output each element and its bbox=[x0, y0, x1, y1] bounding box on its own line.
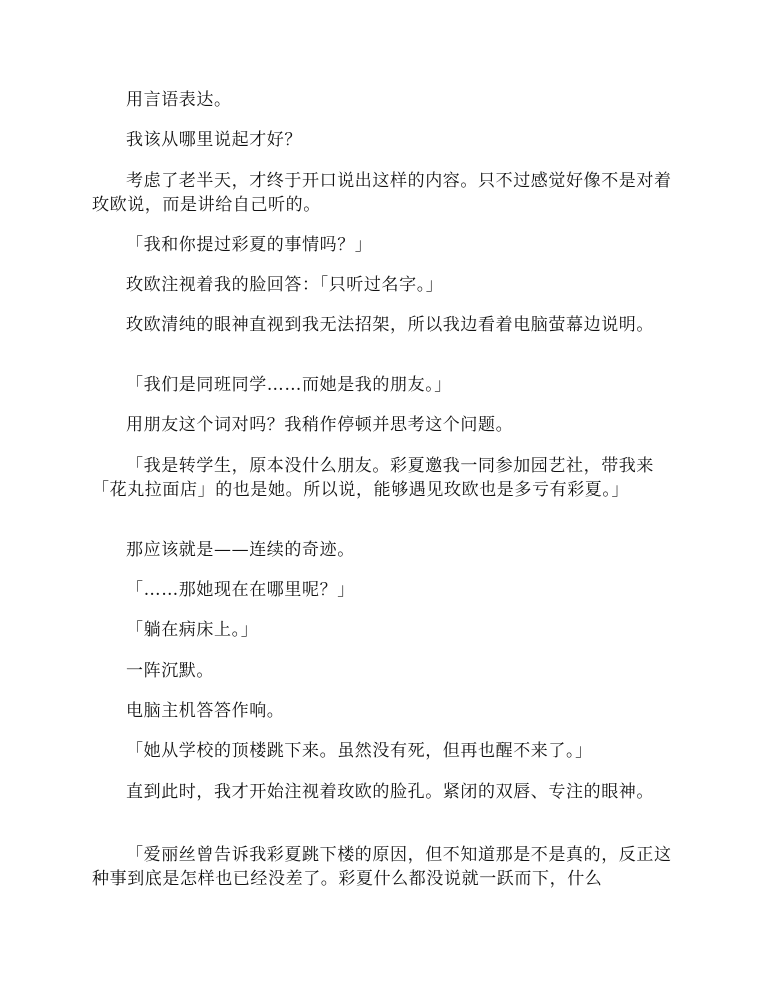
paragraph: 那应该就是——连续的奇迹。 bbox=[126, 540, 355, 560]
paragraph: 用朋友这个词对吗？我稍作停顿并思考这个问题。 bbox=[126, 415, 514, 435]
paragraph: 一阵沉默。 bbox=[126, 661, 214, 681]
paragraph: 「她从学校的顶楼跳下来。虽然没有死，但再也醒不来了。」 bbox=[126, 741, 593, 761]
paragraph: 电脑主机答答作响。 bbox=[126, 701, 285, 721]
paragraph: 「我和你提过彩夏的事情吗？」 bbox=[126, 235, 373, 255]
paragraph: 「……那她现在在哪里呢？」 bbox=[126, 580, 355, 600]
paragraph: 「我们是同班同学……而她是我的朋友。」 bbox=[126, 375, 452, 395]
paragraph: 考虑了老半天，才终于开口说出这样的内容。只不过感觉好像不是对着玫欧说，而是讲给自己听的。 bbox=[92, 171, 672, 215]
paragraph: 「我是转学生，原本没什么朋友。彩夏邀我一同参加园艺社，带我来「花丸拉面店」的也是她。所以说，能够遇见玫欧也是多亏有彩夏。」 bbox=[92, 456, 654, 500]
paragraph: 用言语表达。 bbox=[126, 90, 232, 110]
paragraph: 玫欧清纯的眼神直视到我无法招架，所以我边看着电脑萤幕边说明。 bbox=[126, 315, 654, 335]
paragraph: 「爱丽丝曾告诉我彩夏跳下楼的原因，但不知道那是不是真的，反正这种事到底是怎样也已经没差了。彩夏什么都没说就一跃而下，什么 bbox=[92, 845, 672, 889]
paragraph: 玫欧注视着我的脸回答：「只听过名字。」 bbox=[126, 275, 444, 295]
paragraph: 「躺在病床上。」 bbox=[126, 620, 259, 640]
paragraph: 直到此时，我才开始注视着玫欧的脸孔。紧闭的双唇、专注的眼神。 bbox=[126, 782, 654, 802]
paragraph: 我该从哪里说起才好？ bbox=[126, 130, 302, 150]
